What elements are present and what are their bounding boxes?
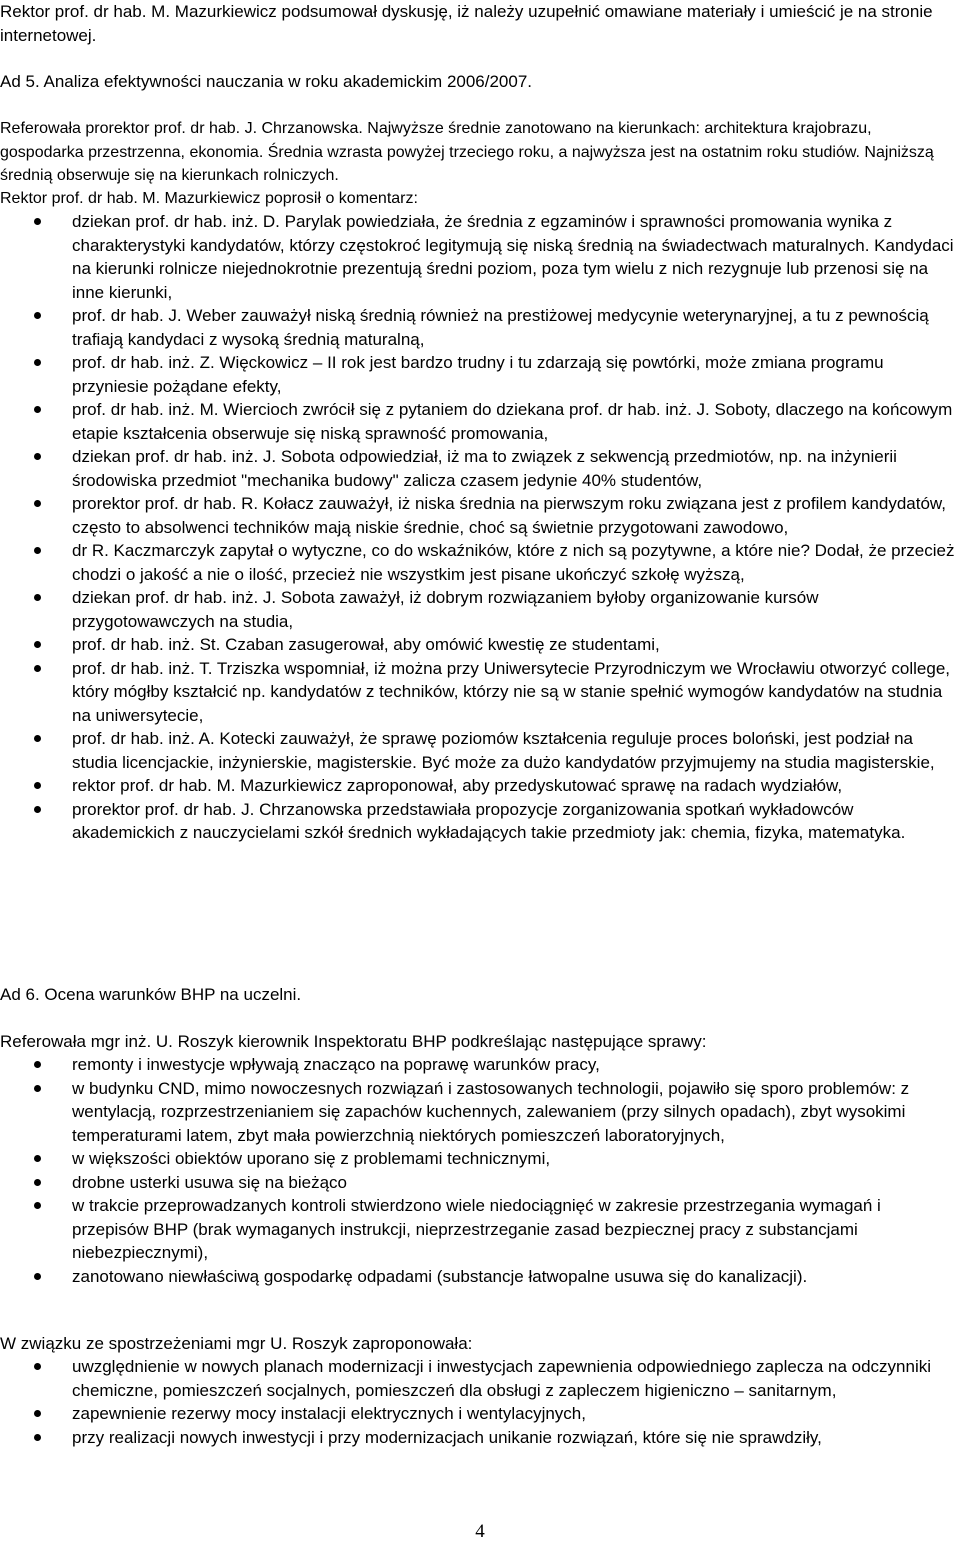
list-item: prof. dr hab. inż. St. Czaban zasugerował, aby omówić kwestię ze studentami, — [0, 633, 955, 657]
bullet-icon — [34, 594, 41, 601]
ad5-comment-intro: Rektor prof. dr hab. M. Mazurkiewicz poprosił o komentarz: — [0, 190, 418, 207]
bullet-icon — [34, 312, 41, 319]
bullet-icon — [34, 453, 41, 460]
bullet-icon — [34, 1410, 41, 1417]
ad5-comment-list — [0, 210, 955, 845]
list-item: prof. dr hab. inż. M. Wiercioch zwrócił się z pytaniem do dziekana prof. dr hab. inż. J. Soboty, dlaczego na końcowym etapie kształcenia obserwuje się niską sprawność promowania, — [0, 398, 955, 445]
bullet-icon — [34, 1085, 41, 1092]
bullet-icon — [34, 218, 41, 225]
bullet-icon — [34, 782, 41, 789]
bullet-icon — [34, 406, 41, 413]
list-item: przy realizacji nowych inwestycji i przy modernizacjach unikanie rozwiązań, które się nie sprawdziły, — [0, 1426, 955, 1450]
proposal-intro: W związku ze spostrzeżeniami mgr U. Roszyk zaproponowała: — [0, 1334, 473, 1353]
bullet-icon — [34, 1061, 41, 1068]
bullet-icon — [34, 806, 41, 813]
bullet-icon — [34, 547, 41, 554]
bullet-icon — [34, 1434, 41, 1441]
list-item: w trakcie przeprowadzanych kontroli stwierdzono wiele niedociągnięć w zakresie przestrzegania wymagań i przepisów BHP (brak wymaganych instrukcji, nieprzestrzeganie zasad bezpiecznej pracy z substancjami niebezpiecznymi), — [0, 1194, 955, 1265]
page-number: 4 — [475, 1521, 485, 1542]
bullet-icon — [34, 1179, 41, 1186]
bullet-icon — [34, 735, 41, 742]
ad6-heading: Ad 6. Ocena warunków BHP na uczelni. — [0, 985, 302, 1004]
list-item: dziekan prof. dr hab. inż. J. Sobota odpowiedział, iż ma to związek z sekwencją przedmiotów, np. na inżynierii środowiska przedmiot "mechanika budowy" zalicza czasem jedynie 40% studentów, — [0, 445, 955, 492]
bullet-icon — [34, 1155, 41, 1162]
list-item: prorektor prof. dr hab. J. Chrzanowska przedstawiała propozycje zorganizowania spotkań wykładowców akademickich z nauczycielami szkół średnich wykładających takie przedmioty jak: chemia, fizyka, matematyka. — [0, 798, 955, 845]
ad5-report: Referowała prorektor prof. dr hab. J. Chrzanowska. Najwyższe średnie zanotowano na kierunkach: architektura krajobrazu, gospodarka przestrzenna, ekonomia. Średnia wzrasta powyżej trzeciego roku, a najwyższa jest na ostatnim roku studiów. Najniższą średnią obserwuje się na kierunkach rolniczych. — [0, 120, 934, 184]
list-item: prof. dr hab. inż. Z. Więckowicz – II rok jest bardzo trudny i tu zdarzają się powtórki, może zmiana programu przyniesie pożądane efekty, — [0, 351, 955, 398]
list-item: zapewnienie rezerwy mocy instalacji elektrycznych i wentylacyjnych, — [0, 1402, 955, 1426]
list-item: prof. dr hab. inż. T. Trziszka wspomniał, iż można przy Uniwersytecie Przyrodniczym we Wrocławiu otworzyć college, który mógłby kształcić np. kandydatów z techników, którzy nie są w stanie spełnić wymogów kandydatów na studnia na uniwersytecie, — [0, 657, 955, 728]
list-item: prof. dr hab. inż. A. Kotecki zauważył, że sprawę poziomów kształcenia reguluje proces boloński, jest podział na studia licencjackie, inżynierskie, magisterskie. Być może za dużo kandydatów przyjmujemy na studia magisterskie, — [0, 727, 955, 774]
bullet-icon — [34, 359, 41, 366]
list-item: prof. dr hab. J. Weber zauważył niską średnią również na prestiżowej medycynie weterynaryjnej, a tu z pewnością trafiają kandydaci z wysoką średnią maturalną, — [0, 304, 955, 351]
list-item: dziekan prof. dr hab. inż. D. Parylak powiedziała, że średnia z egzaminów i sprawności promowania wynika z charakterystyki kandydatów, którzy częstokroć legitymują się niską średnią na świadectwach maturalnych. Kandydaci na kierunki rolnicze niejednokrotnie prezentują średni poziom, poza tym wielu z nich rezygnuje lub przenosi się na inne kierunki, — [0, 210, 955, 304]
paragraph-summary: Rektor prof. dr hab. M. Mazurkiewicz podsumował dyskusję, iż należy uzupełnić omawiane materiały i umieścić je na stronie internetowej. — [0, 2, 933, 45]
ad6-list — [0, 1053, 955, 1288]
list-item: rektor prof. dr hab. M. Mazurkiewicz zaproponował, aby przedyskutować sprawę na radach wydziałów, — [0, 774, 955, 798]
bullet-icon — [34, 1273, 41, 1280]
list-item: uwzględnienie w nowych planach modernizacji i inwestycjach zapewnienia odpowiedniego zaplecza na odczynniki chemiczne, pomieszczeń socjalnych, pomieszczeń dla obsługi z zapleczem higieniczno – sanitarnym, — [0, 1355, 955, 1402]
ad6-intro: Referowała mgr inż. U. Roszyk kierownik Inspektoratu BHP podkreślając następujące sprawy: — [0, 1032, 707, 1051]
list-item: prorektor prof. dr hab. R. Kołacz zauważył, iż niska średnia na pierwszym roku związana jest z profilem kandydatów, często to absolwenci techników mają niskie średnie, choć są świetnie przygotowani zawodowo, — [0, 492, 955, 539]
list-item: dr R. Kaczmarczyk zapytał o wytyczne, co do wskaźników, które z nich są pozytywne, a które nie? Dodał, że przecież chodzi o jakość a nie o ilość, przecież nie wszystkim jest pisane ukończyć szkołę wyższą, — [0, 539, 955, 586]
list-item: drobne usterki usuwa się na bieżąco — [0, 1171, 955, 1195]
list-item: remonty i inwestycje wpływają znacząco na poprawę warunków pracy, — [0, 1053, 955, 1077]
list-item: zanotowano niewłaściwą gospodarkę odpadami (substancje łatwopalne usuwa się do kanalizacji). — [0, 1265, 955, 1289]
list-item: w większości obiektów uporano się z problemami technicznymi, — [0, 1147, 955, 1171]
bullet-icon — [34, 665, 41, 672]
list-item: dziekan prof. dr hab. inż. J. Sobota zaważył, iż dobrym rozwiązaniem byłoby organizowanie kursów przygotowawczych na studia, — [0, 586, 955, 633]
bullet-icon — [34, 641, 41, 648]
ad5-heading: Ad 5. Analiza efektywności nauczania w roku akademickim 2006/2007. — [0, 72, 533, 91]
bullet-icon — [34, 500, 41, 507]
bullet-icon — [34, 1202, 41, 1209]
list-item: w budynku CND, mimo nowoczesnych rozwiązań i zastosowanych technologii, pojawiło się sporo problemów: z wentylacją, rozprzestrzenianiem się zapachów kuchennych, zalewaniem (przy silnych opadach), zbyt wysokimi temperaturami latem, zbyt mała powierzchnią niektórych pomieszczeń laboratoryjnych, — [0, 1077, 955, 1148]
proposal-list — [0, 1355, 955, 1449]
bullet-icon — [34, 1363, 41, 1370]
